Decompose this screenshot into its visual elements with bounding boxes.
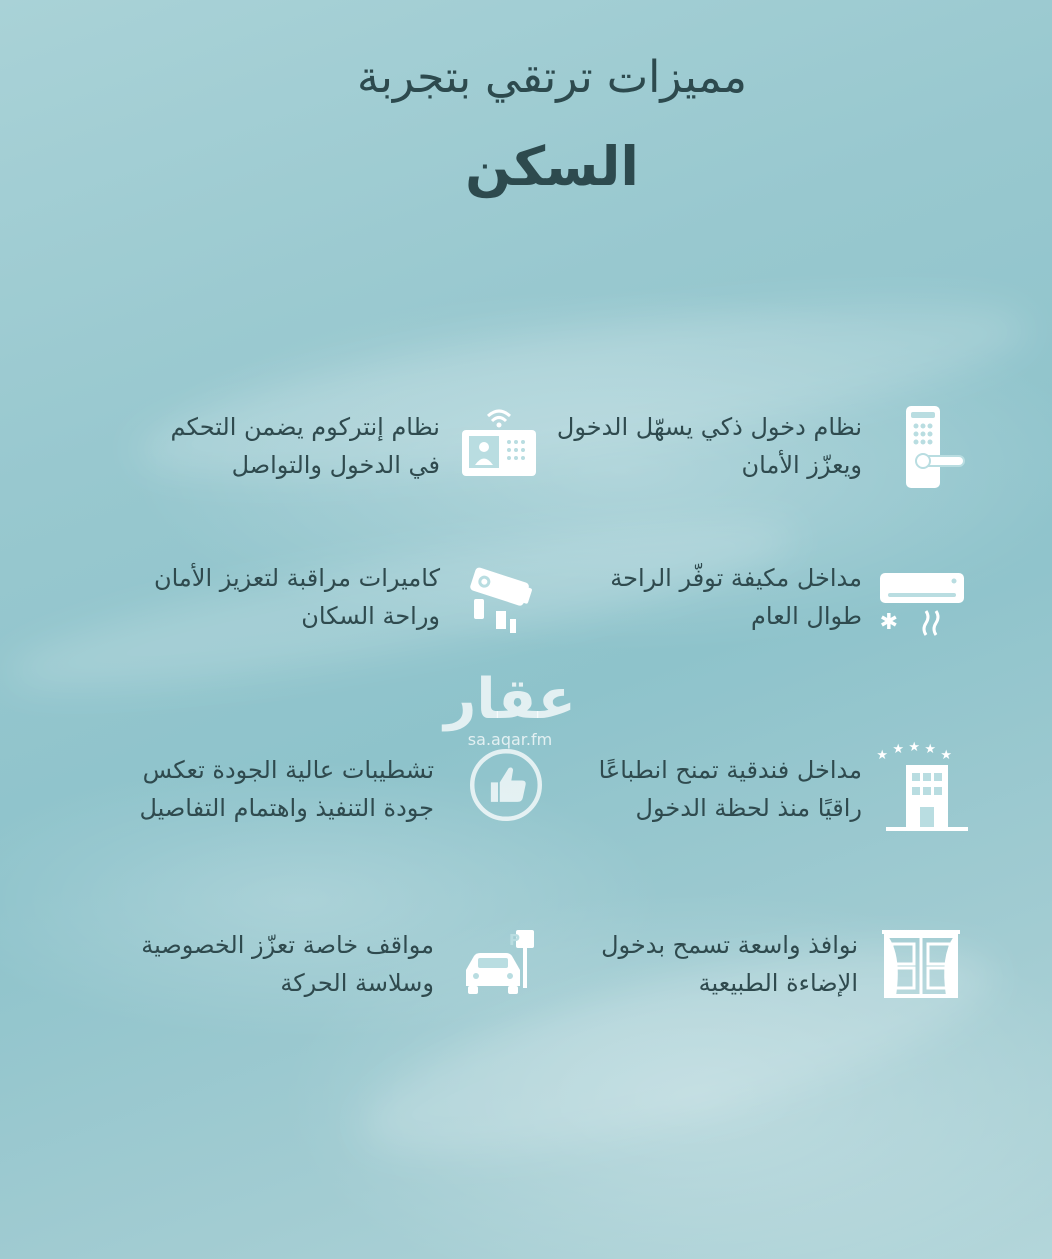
window-curtains-icon — [876, 920, 966, 1010]
feature-security-cameras — [144, 553, 544, 653]
svg-text:✱: ✱ — [879, 610, 898, 635]
air-conditioner-icon — [876, 553, 966, 643]
feature-smart-entry — [556, 402, 966, 502]
feature-line2: وراحة السكان — [301, 602, 440, 630]
feature-line2: طوال العام — [751, 602, 862, 630]
feature-line2: راقيًا منذ لحظة الدخول — [635, 794, 862, 822]
feature-private-parking — [132, 920, 532, 1020]
feature-line2: في الدخول والتواصل — [231, 451, 440, 479]
watermark-url: sa.aqar.fm — [467, 730, 553, 749]
feature-hotel-entrances — [566, 740, 966, 845]
feature-line1: مداخل مكيفة توفّر الراحة — [610, 564, 862, 592]
feature-line2: وسلاسة الحركة — [280, 969, 434, 997]
car-parking-icon — [456, 920, 546, 1010]
feature-line2: الإضاءة الطبيعية — [698, 969, 858, 997]
watermark — [430, 668, 590, 749]
thumbs-up-icon — [466, 745, 546, 825]
svg-text:★: ★ — [940, 748, 952, 763]
svg-text:★: ★ — [924, 742, 936, 757]
svg-text:★: ★ — [908, 740, 920, 755]
feature-line1: كاميرات مراقبة لتعزيز الأمان — [153, 564, 440, 592]
feature-line1: تشطيبات عالية الجودة تعكس — [142, 756, 434, 784]
feature-line1: مواقف خاصة تعزّز الخصوصية — [141, 931, 434, 959]
svg-text:★: ★ — [876, 748, 888, 763]
hotel-icon — [876, 740, 972, 835]
security-camera-icon — [454, 553, 544, 643]
feature-intercom — [144, 402, 544, 502]
feature-line1: نوافذ واسعة تسمح بدخول — [601, 931, 858, 959]
feature-line1: مداخل فندقية تمنح انطباعًا — [598, 756, 862, 784]
feature-large-windows — [566, 920, 966, 1020]
feature-air-conditioned — [566, 553, 966, 653]
feature-high-quality-finishes — [132, 745, 532, 845]
smart-lock-icon — [876, 402, 966, 492]
feature-line2: ويعزّز الأمان — [741, 451, 862, 479]
feature-line2: جودة التنفيذ واهتمام التفاصيل — [139, 794, 434, 822]
watermark-logo: عقار — [444, 667, 576, 732]
feature-line1: نظام إنتركوم يضمن التحكم — [170, 413, 440, 441]
svg-text:P: P — [509, 931, 520, 949]
svg-text:★: ★ — [892, 742, 904, 757]
page-title: مميزات ترتقي بتجربة — [357, 52, 747, 103]
feature-line1: نظام دخول ذكي يسهّل الدخول — [556, 413, 862, 441]
intercom-icon — [454, 402, 544, 492]
page-subtitle: السكن — [465, 135, 639, 198]
